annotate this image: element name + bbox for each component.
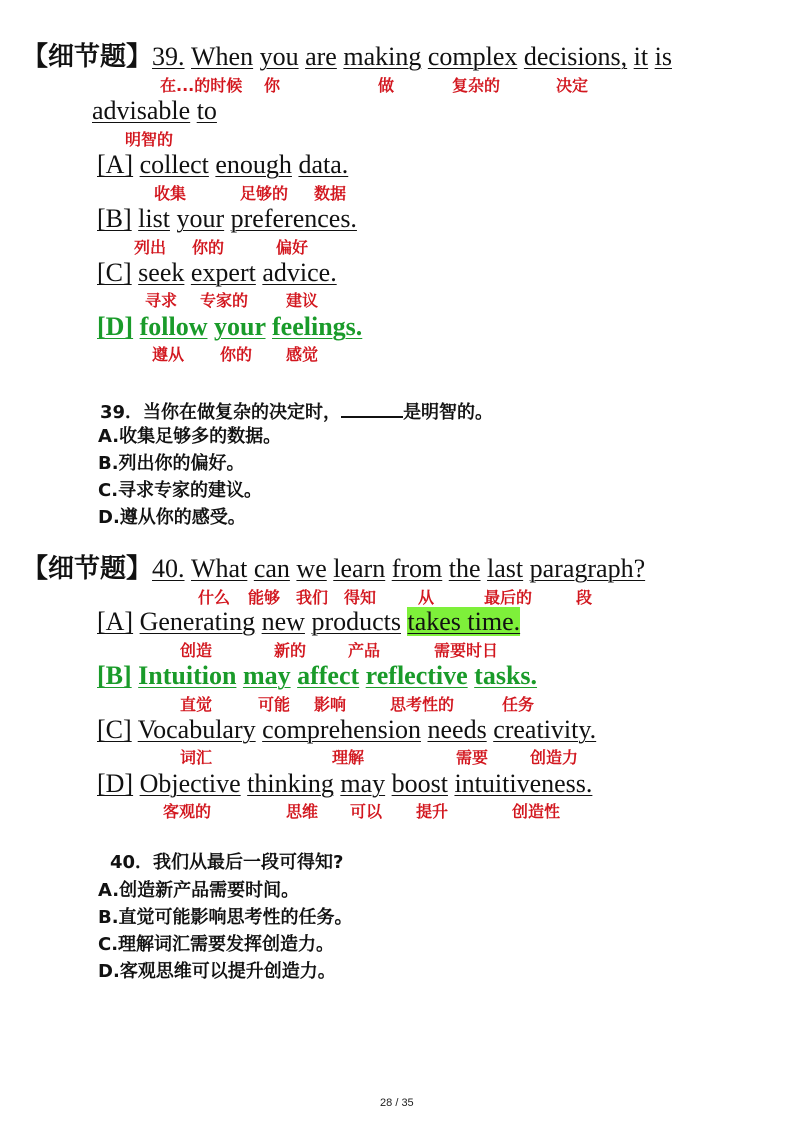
word: your xyxy=(176,204,225,233)
q40-option-a xyxy=(97,607,520,637)
q39-option-a xyxy=(97,150,348,180)
word: seek xyxy=(138,258,185,287)
gloss: 明智的 xyxy=(125,130,174,149)
q40-translation-c: C.理解词汇需要发挥创造力。 xyxy=(98,934,335,955)
gloss: 任务 xyxy=(502,695,535,714)
word: advisable xyxy=(92,96,191,125)
page-number: 28 / 35 xyxy=(380,1097,414,1109)
gloss: 词汇 xyxy=(180,748,213,767)
q40-translation-stem: 40．我们从最后一段可得知? xyxy=(110,852,344,873)
word: Generating xyxy=(139,607,256,636)
word: needs xyxy=(427,715,487,744)
word: creativity. xyxy=(493,715,597,744)
gloss: 遵从 xyxy=(152,345,185,364)
q40-option-c xyxy=(97,715,596,745)
word: When xyxy=(191,42,254,71)
word: from xyxy=(391,554,443,583)
word: affect xyxy=(297,661,360,690)
q39-translation-b: B.列出你的偏好。 xyxy=(98,453,245,474)
gloss: 复杂的 xyxy=(452,76,501,95)
gloss: 从 xyxy=(418,588,435,607)
gloss: 收集 xyxy=(154,184,187,203)
word: follow xyxy=(139,312,208,341)
q39-option-b xyxy=(97,204,357,234)
gloss: 创造 xyxy=(180,641,213,660)
word: collect xyxy=(139,150,209,179)
gloss: 可以 xyxy=(350,802,383,821)
q39-number: 39. xyxy=(152,42,185,71)
q40-translation-a: A.创造新产品需要时间。 xyxy=(98,880,300,901)
word: enough xyxy=(215,150,292,179)
word: new xyxy=(261,607,305,636)
word: last xyxy=(487,554,524,583)
q39-tag: 【细节题】 xyxy=(22,42,153,72)
option-letter: [A] xyxy=(97,607,134,636)
word: paragraph? xyxy=(529,554,646,583)
q40-option-d xyxy=(97,769,592,799)
word: learn xyxy=(333,554,386,583)
gloss: 做 xyxy=(378,76,395,95)
word: we xyxy=(296,554,327,583)
word: Objective xyxy=(139,769,241,798)
q39-option-d-answer xyxy=(97,312,362,342)
gloss: 段 xyxy=(576,588,593,607)
q39-translation-stem: 39．当你在做复杂的决定时， 是明智的。 xyxy=(100,398,493,424)
q40-translation-b: B.直觉可能影响思考性的任务。 xyxy=(98,907,353,928)
word: Intuition xyxy=(138,661,237,690)
option-letter: [C] xyxy=(97,258,132,287)
word: you xyxy=(259,42,299,71)
q39-translation-c: C.寻求专家的建议。 xyxy=(98,480,263,501)
option-letter: [D] xyxy=(97,312,134,341)
gloss: 客观的 xyxy=(163,802,212,821)
gloss: 建议 xyxy=(286,291,319,310)
option-letter: [B] xyxy=(97,204,132,233)
gloss: 你的 xyxy=(220,345,253,364)
gloss: 直觉 xyxy=(180,695,213,714)
gloss: 数据 xyxy=(314,184,347,203)
word: Vocabulary xyxy=(137,715,256,744)
q39-translation-a: A.收集足够多的数据。 xyxy=(98,426,282,447)
gloss: 思考性的 xyxy=(390,695,455,714)
gloss: 我们 xyxy=(296,588,329,607)
word: list xyxy=(138,204,170,233)
gloss: 产品 xyxy=(348,641,381,660)
q39-stem-line-2 xyxy=(92,96,217,126)
gloss: 需要时日 xyxy=(434,641,499,660)
q40-number: 40. xyxy=(152,554,185,583)
word: it xyxy=(633,42,649,71)
option-letter: [D] xyxy=(97,769,134,798)
word: tasks. xyxy=(474,661,538,690)
word: thinking xyxy=(247,769,334,798)
word: may xyxy=(242,661,291,690)
gloss: 创造力 xyxy=(530,748,579,767)
q40-stem xyxy=(22,554,645,584)
word: preferences. xyxy=(230,204,357,233)
gloss: 在...的时候 xyxy=(160,76,243,95)
word: decisions, xyxy=(523,42,628,71)
gloss: 能够 xyxy=(248,588,281,607)
word: to xyxy=(196,96,217,125)
gloss: 创造性 xyxy=(512,802,561,821)
gloss: 寻求 xyxy=(145,291,178,310)
highlighted-phrase: takes time. xyxy=(407,607,521,636)
gloss: 新的 xyxy=(274,641,307,660)
word: are xyxy=(305,42,337,71)
gloss: 理解 xyxy=(332,748,365,767)
gloss: 感觉 xyxy=(286,345,319,364)
word: reflective xyxy=(365,661,468,690)
word: your xyxy=(213,312,266,341)
gloss: 思维 xyxy=(286,802,319,821)
q40-tag: 【细节题】 xyxy=(22,554,153,584)
word: may xyxy=(340,769,386,798)
option-letter: [C] xyxy=(97,715,132,744)
word: intuitiveness. xyxy=(454,769,593,798)
gloss: 最后的 xyxy=(484,588,533,607)
q39-stem-line-1 xyxy=(22,42,672,72)
gloss: 得知 xyxy=(344,588,377,607)
word: is xyxy=(654,42,672,71)
gloss: 需要 xyxy=(456,748,489,767)
word: complex xyxy=(427,42,518,71)
q40-option-b-answer xyxy=(97,661,537,691)
word: can xyxy=(253,554,290,583)
word: the xyxy=(448,554,481,583)
word: advice. xyxy=(262,258,337,287)
q39-option-c xyxy=(97,258,337,288)
gloss: 你 xyxy=(264,76,281,95)
gloss: 你的 xyxy=(192,238,225,257)
word: What xyxy=(191,554,248,583)
option-letter: [B] xyxy=(97,661,132,690)
option-letter: [A] xyxy=(97,150,134,179)
gloss: 提升 xyxy=(416,802,449,821)
answer-blank xyxy=(341,398,403,418)
q40-translation-d: D.客观思维可以提升创造力。 xyxy=(98,961,336,982)
word: boost xyxy=(391,769,448,798)
gloss: 足够的 xyxy=(240,184,289,203)
gloss: 专家的 xyxy=(200,291,249,310)
word: feelings. xyxy=(272,312,363,341)
gloss: 偏好 xyxy=(276,238,309,257)
word: expert xyxy=(190,258,256,287)
word: comprehension xyxy=(262,715,421,744)
gloss: 列出 xyxy=(134,238,167,257)
gloss: 什么 xyxy=(198,588,231,607)
word: products xyxy=(311,607,401,636)
word: data. xyxy=(298,150,349,179)
word: making xyxy=(343,42,422,71)
gloss: 决定 xyxy=(556,76,589,95)
gloss: 影响 xyxy=(314,695,347,714)
q39-translation-d: D.遵从你的感受。 xyxy=(98,507,246,528)
gloss: 可能 xyxy=(258,695,291,714)
